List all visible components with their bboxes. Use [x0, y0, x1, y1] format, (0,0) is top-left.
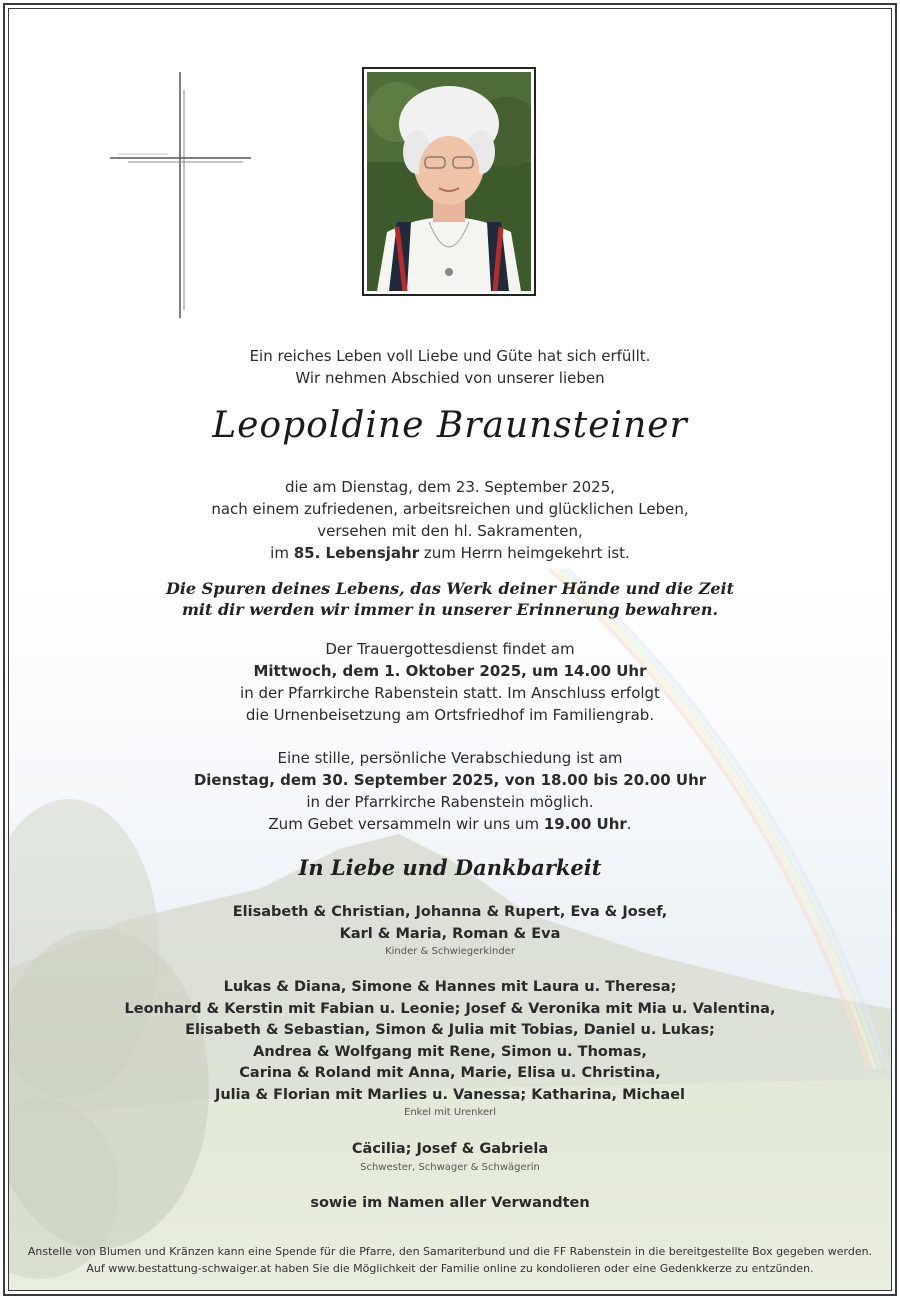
funeral-date-text: Mittwoch, dem 1. Oktober 2025, um 14.00 Uhr — [253, 662, 647, 680]
siblings-relation: Schwester, Schwager & Schwägerin — [360, 1161, 540, 1173]
farewell-line-1: Eine stille, persönliche Verabschiedung ist am — [277, 749, 623, 767]
children-relation: Kinder & Schwiegerkinder — [385, 946, 515, 957]
age-prefix: im — [270, 544, 294, 562]
grandchildren-line: Leonhard & Kerstin mit Fabian u. Leonie; Josef & Veronika mit Mia u. Valentina, — [124, 1000, 776, 1017]
mourners-grandchildren — [60, 977, 840, 1120]
mourners-children — [60, 902, 840, 959]
intro-text — [60, 345, 840, 389]
grandchildren-line: Carina & Roland mit Anna, Marie, Elisa u. Christina, — [239, 1065, 661, 1081]
farewell-line-4 — [60, 813, 840, 835]
portrait-image — [367, 72, 531, 291]
death-line-4 — [60, 542, 840, 564]
mourners-siblings — [60, 1139, 840, 1175]
farewell-info — [60, 747, 840, 835]
grandchildren-line: Julia & Florian mit Marlies u. Vanessa; Katharina, Michael — [214, 1086, 686, 1103]
quote-line-1: Die Spuren deines Lebens, das Werk deiner Hände und die Zeit — [165, 579, 735, 598]
children-line: Elisabeth & Christian, Johanna & Rupert, Eva & Josef, — [232, 904, 668, 920]
prayer-suffix: . — [626, 815, 632, 833]
funeral-line-3: in der Pfarrkirche Rabenstein statt. Im Anschluss erfolgt — [240, 684, 660, 702]
death-notice — [60, 476, 840, 564]
mourners-relatives: sowie im Namen aller Verwandten — [310, 1195, 590, 1211]
siblings-line: Cäcilia; Josef & Gabriela — [351, 1141, 549, 1157]
funeral-service-info — [60, 638, 840, 726]
farewell-line-3: in der Pfarrkirche Rabenstein möglich. — [306, 793, 594, 811]
grandchildren-line: Andrea & Wolfgang mit Rene, Simon u. Thomas, — [253, 1043, 647, 1060]
prayer-prefix: Zum Gebet versammeln wir uns um — [268, 815, 544, 833]
funeral-line-4: die Urnenbeisetzung am Ortsfriedhof im Familiengrab. — [245, 706, 655, 724]
funeral-date — [60, 660, 840, 682]
farewell-date — [60, 769, 840, 791]
death-line-1: die am Dienstag, dem 23. September 2025, — [284, 478, 616, 496]
age-suffix: zum Herrn heimgekehrt ist. — [419, 544, 630, 562]
funeral-line-1: Der Trauergottesdienst findet am — [325, 640, 575, 658]
footer-line-1: Anstelle von Blumen und Kränzen kann eine Spende für die Pfarre, den Samariterbund und die FF Rabenstein in die bereitgestellte Box gegeben werden. — [27, 1245, 873, 1258]
deceased-name: Leopoldine Braunsteiner — [212, 405, 688, 446]
prayer-time: 19.00 Uhr — [543, 815, 627, 833]
intro-line-2: Wir nehmen Abschied von unserer lieben — [295, 369, 605, 387]
death-line-2: nach einem zufriedenen, arbeitsreichen und glücklichen Leben, — [211, 500, 689, 518]
grandchildren-line: Elisabeth & Sebastian, Simon & Julia mit Tobias, Daniel u. Lukas; — [185, 1022, 715, 1038]
love-heading: In Liebe und Dankbarkeit — [298, 855, 602, 880]
farewell-date-text: Dienstag, dem 30. September 2025, von 18.00 bis 20.00 Uhr — [193, 771, 707, 789]
age-value: 85. Lebensjahr — [293, 544, 420, 562]
quote-line-2: mit dir werden wir immer in unserer Erinnerung bewahren. — [181, 600, 719, 619]
footer-note — [20, 1243, 880, 1277]
death-line-3: versehen mit den hl. Sakramenten, — [317, 522, 583, 540]
portrait-photo — [362, 67, 536, 296]
footer-line-2: Auf www.bestattung-schwaiger.at haben Sie die Möglichkeit der Familie online zu kondolieren oder eine Gedenkkerze zu entzünden. — [86, 1262, 814, 1275]
intro-line-1: Ein reiches Leben voll Liebe und Güte hat sich erfüllt. — [249, 347, 651, 365]
children-line: Karl & Maria, Roman & Eva — [339, 925, 561, 942]
cross-icon — [108, 70, 253, 320]
grandchildren-line: Lukas & Diana, Simone & Hannes mit Laura u. Theresa; — [223, 979, 677, 995]
memorial-quote — [60, 578, 840, 620]
grandchildren-relation: Enkel mit Urenkerl — [404, 1107, 496, 1118]
